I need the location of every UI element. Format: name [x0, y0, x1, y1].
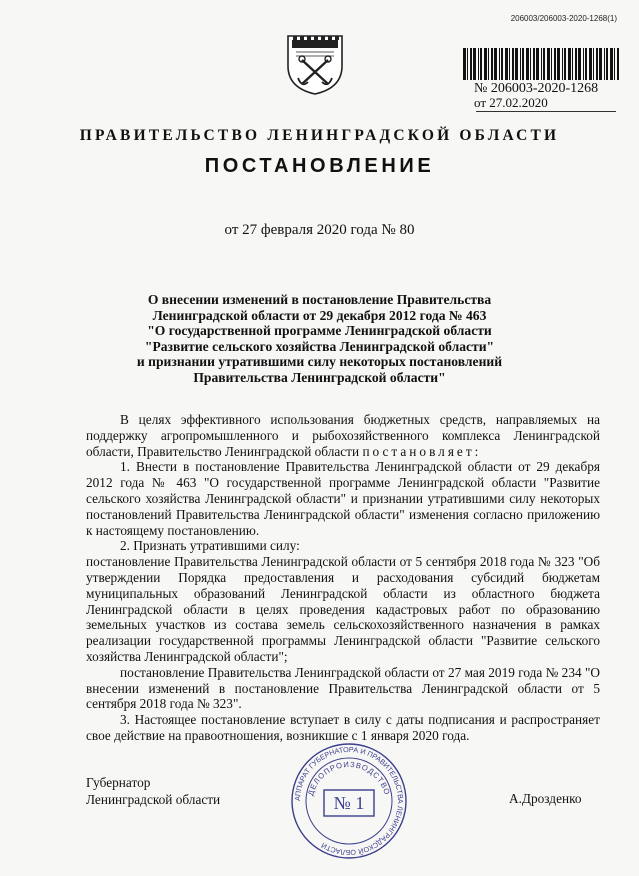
- paragraph-item-2: 2. Признать утратившими силу:: [120, 538, 300, 554]
- barcode-bar: [480, 48, 482, 80]
- barcode-bar: [617, 48, 619, 80]
- document-type: ПОСТАНОВЛЕНИЕ: [204, 155, 435, 177]
- barcode-bar: [470, 48, 472, 80]
- barcode-bar: [585, 48, 587, 80]
- barcode-bar: [520, 48, 521, 80]
- barcode-bar: [604, 48, 605, 80]
- barcode-bar: [554, 48, 556, 80]
- barcode-bar: [599, 48, 602, 80]
- document-title: [60, 292, 579, 386]
- barcode-bar: [463, 48, 466, 80]
- barcode-bar: [533, 48, 535, 80]
- barcode-bar: [575, 48, 577, 80]
- barcode-bar: [467, 48, 468, 80]
- barcode-bar: [541, 48, 542, 80]
- barcode-bar: [499, 48, 500, 80]
- preamble-paragraph: [86, 412, 600, 459]
- barcode-bar: [530, 48, 531, 80]
- svg-text:ДЕЛОПРОИЗВОДСТВО: [306, 760, 392, 797]
- title-line: Ленинградской области от 29 декабря 2012 года № 463: [152, 307, 487, 323]
- barcode-bar: [562, 48, 563, 80]
- paragraph-item-2b: постановление Правительства Ленинградской области от 27 мая 2019 года № 234 "О внесении изменений в постановление Правительства Ленинградской области от 5 сентября 2018 года № 323".: [86, 664, 600, 712]
- barcode-bar: [568, 48, 571, 80]
- reference-code: 206003/206003-2020-1268(1): [510, 14, 617, 23]
- paragraph-item-3: 3. Настоящее постановление вступает в силу с даты подписания и распространяет свое действие на правоотношения, возникшие с 1 января 2020 года.: [86, 712, 600, 743]
- issuing-authority: ПРАВИТЕЛЬСТВО ЛЕНИНГРАДСКОЙ ОБЛАСТИ: [79, 127, 560, 144]
- title-line: и признании утратившими силу некоторых постановлений: [136, 354, 503, 370]
- barcode-bar: [522, 48, 524, 80]
- barcode-bar: [509, 48, 510, 80]
- barcode-bar: [501, 48, 503, 80]
- barcode-bar: [551, 48, 552, 80]
- barcode-bar: [543, 48, 545, 80]
- preamble-text: В целях эффективного использования бюджетных средств, направляемых на поддержку агропромышленного и рыбохозяйственного комплекса Ленинградской области, Правительство Ленинградской области: [86, 412, 600, 459]
- barcode-bar: [488, 48, 489, 80]
- barcode-bar: [478, 48, 479, 80]
- office-stamp: [290, 742, 408, 860]
- document-date-number: от 27 февраля 2020 года № 80: [224, 222, 415, 238]
- paragraph-item-1: 1. Внести в постановление Правительства Ленинградской области от 29 декабря 2012 года № 463 "О государственной программе Ленинградской области "Развитие сельского хозяйства Ленинградской области" и признании утратившими силу некоторых постановлений Правительства Ленинградской области" изменения согласно приложению к настоящему постановлению.: [86, 459, 600, 538]
- stamp-outer-text: АППАРАТ ГУБЕРНАТОРА И ПРАВИТЕЛЬСТВА ЛЕНИНГРАДСКОЙ ОБЛАСТИ: [292, 744, 406, 858]
- title-line: О внесении изменений в постановление Правительства: [147, 292, 492, 307]
- title-line: "Развитие сельского хозяйства Ленинградской области": [144, 338, 495, 354]
- barcode-bar: [610, 48, 613, 80]
- title-line: Правительства Ленинградской области": [193, 369, 446, 385]
- registration-date: от 27.02.2020: [474, 95, 548, 110]
- barcode-bar: [526, 48, 529, 80]
- position-line: Губернатор: [86, 775, 151, 790]
- barcode-bar: [572, 48, 573, 80]
- barcode: [463, 48, 621, 80]
- resolution-keyword: постановляет:: [362, 443, 482, 459]
- barcode-bar: [578, 48, 581, 80]
- barcode-bar: [491, 48, 493, 80]
- barcode-bar: [614, 48, 615, 80]
- barcode-bar: [596, 48, 598, 80]
- barcode-bar: [547, 48, 550, 80]
- barcode-bar: [589, 48, 592, 80]
- signatory-position: [86, 774, 220, 808]
- registration-number: № 206003-2020-1268: [474, 81, 599, 96]
- barcode-bar: [536, 48, 539, 80]
- barcode-bar: [515, 48, 518, 80]
- barcode-bar: [583, 48, 584, 80]
- stamp-number: № 1: [333, 793, 365, 813]
- position-line: Ленинградской области: [86, 792, 221, 807]
- signatory-name: А.Дрозденко: [509, 791, 582, 806]
- barcode-bar: [505, 48, 508, 80]
- paragraph-item-2a: постановление Правительства Ленинградской области от 5 сентября 2018 года № 323 "Об утверждении Порядка предоставления и расходования субсидий бюджетам муниципальных образований Ленинградской области из областного бюджета Ленинградской области в целях проведения кадастровых работ по образованию земельных участков из состава земель сельскохозяйственного назначения в рамках реализации государственной программы Ленинградской области "Развитие сельского хозяйства Ленинградской области";: [86, 554, 600, 664]
- title-line: "О государственной программе Ленинградской области: [147, 323, 492, 339]
- barcode-bar: [484, 48, 487, 80]
- document-body: [86, 412, 600, 744]
- barcode-bar: [564, 48, 566, 80]
- stamp-inner-text: ДЕЛОПРОИЗВОДСТВО: [306, 759, 392, 797]
- coat-of-arms-icon: [284, 26, 346, 96]
- barcode-bar: [512, 48, 514, 80]
- barcode-bar: [494, 48, 497, 80]
- divider: [476, 111, 616, 112]
- barcode-bar: [593, 48, 594, 80]
- barcode-bar: [557, 48, 560, 80]
- barcode-bar: [473, 48, 476, 80]
- barcode-bar: [606, 48, 608, 80]
